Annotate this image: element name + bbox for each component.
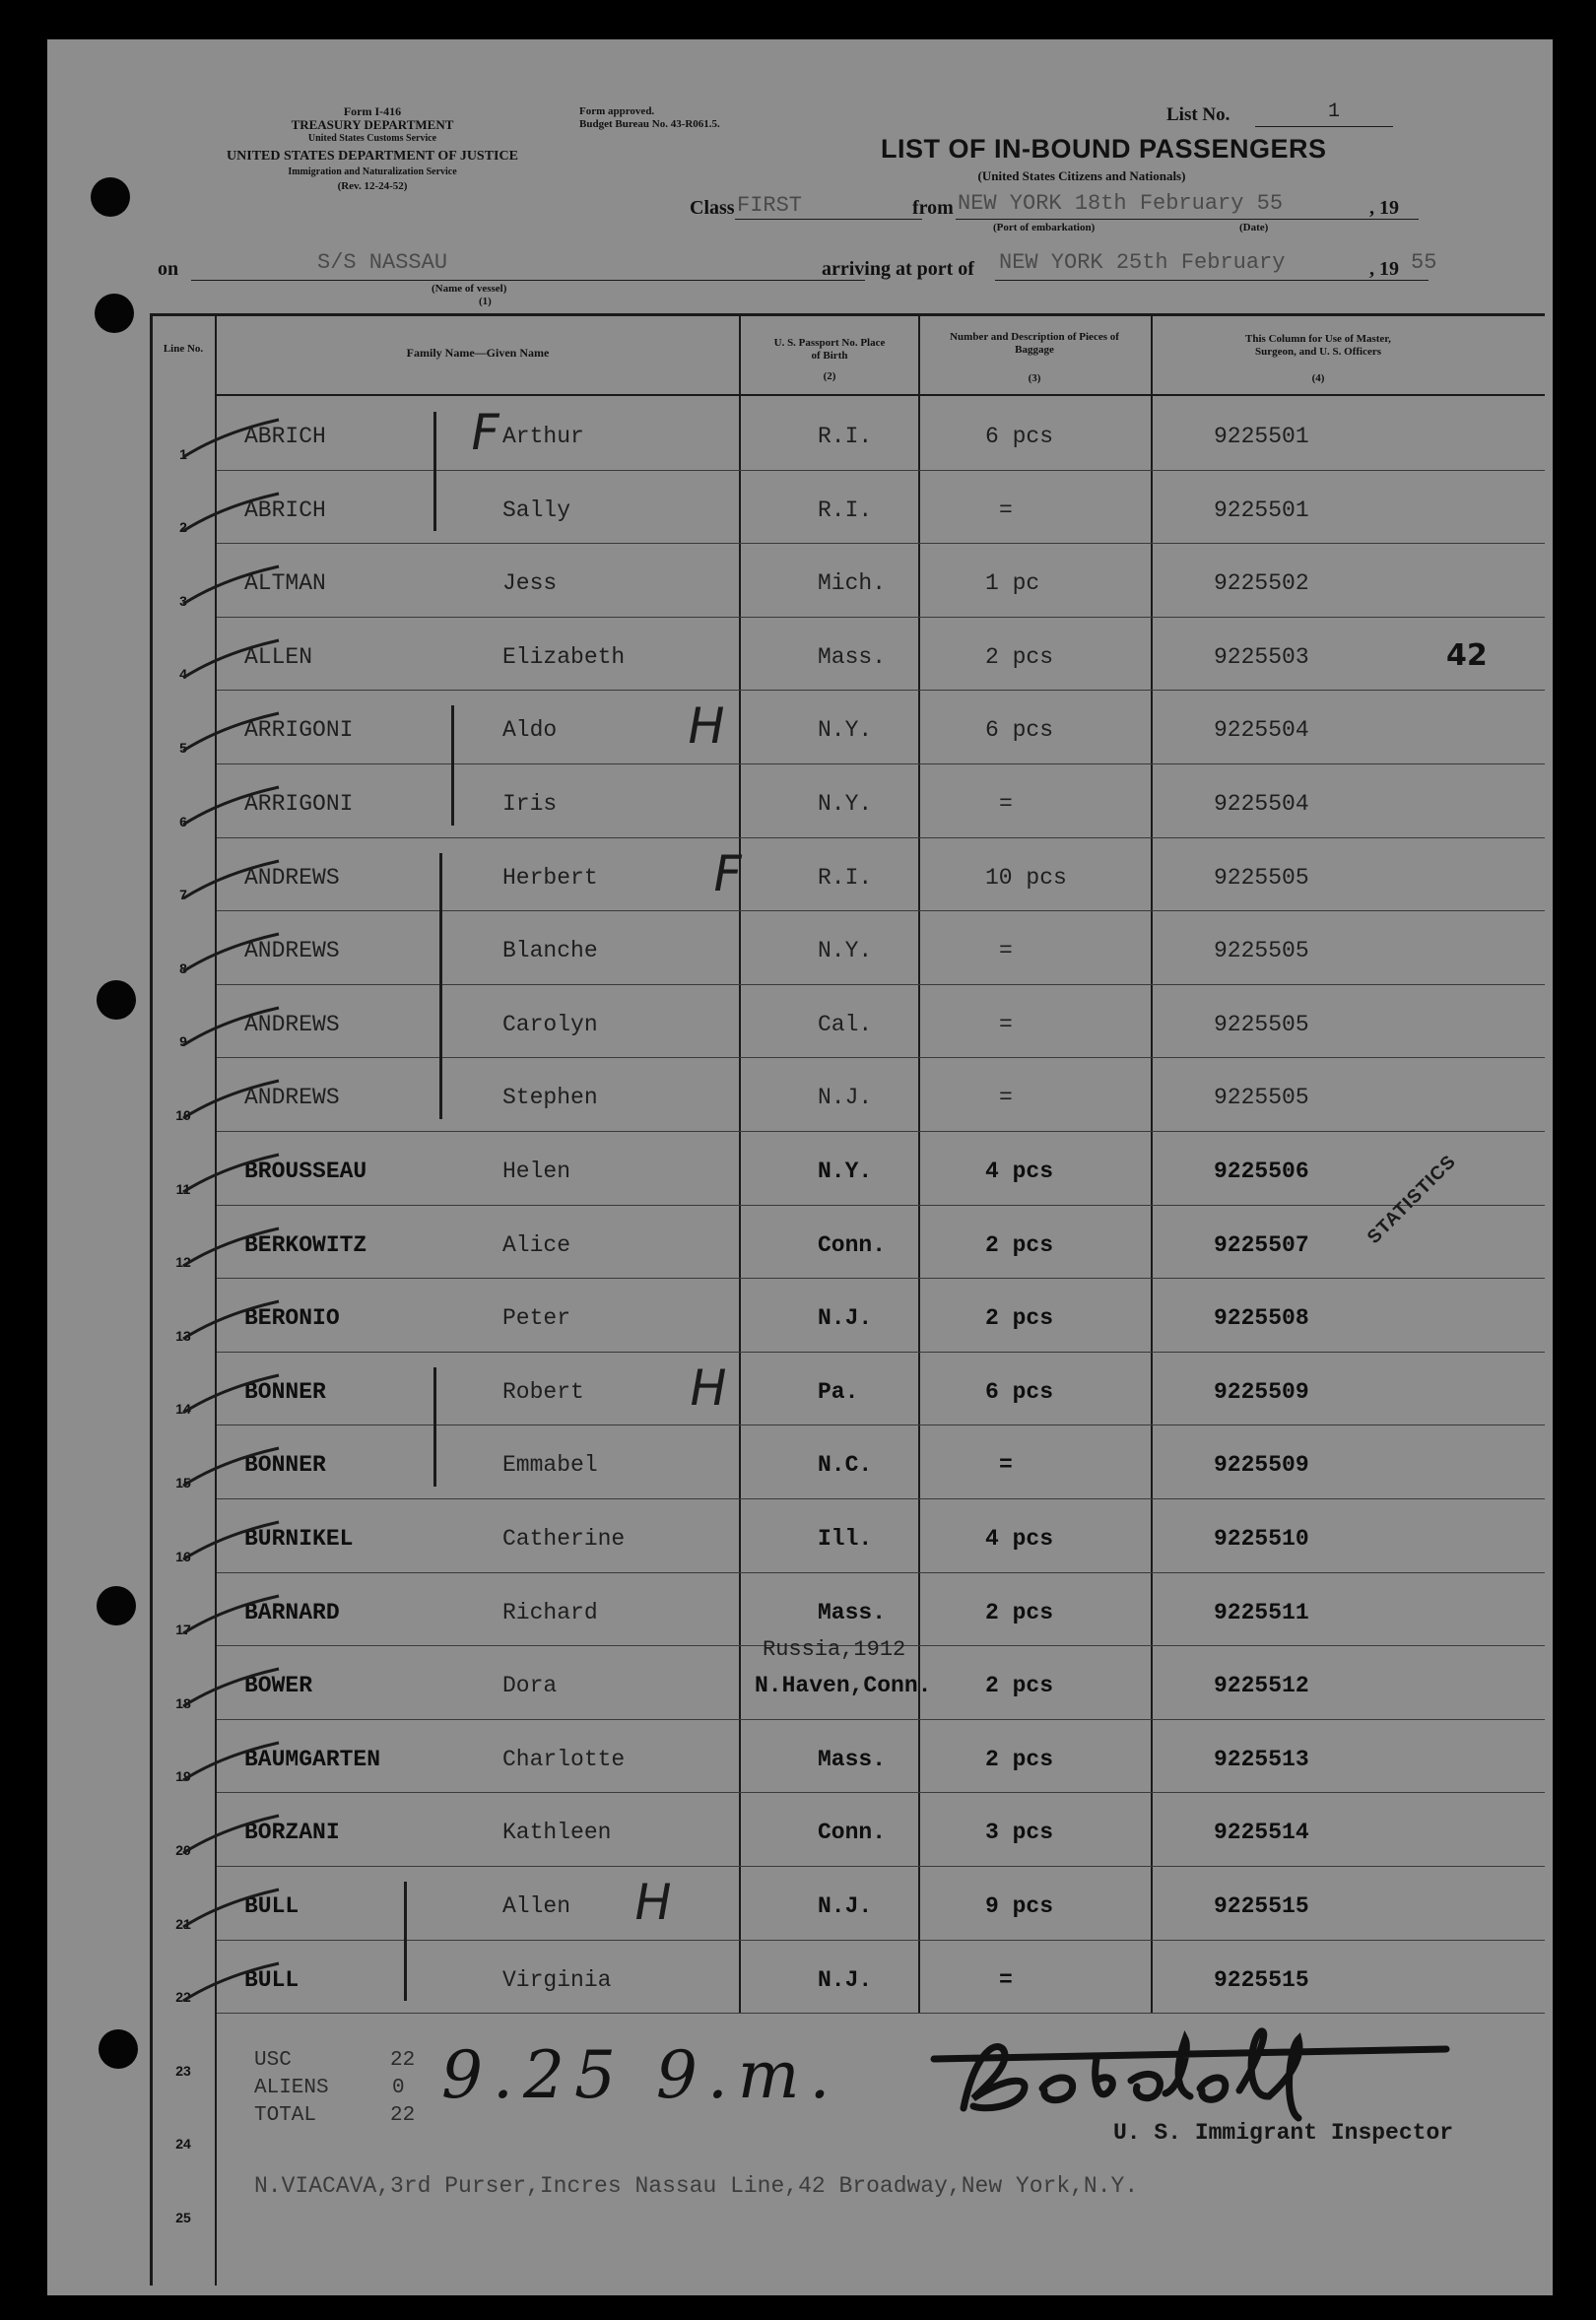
list-no-value: 1 [1328,100,1341,123]
officer-code: 9225512 [1214,1673,1309,1699]
baggage-count: = [999,1452,1013,1479]
year-suffix-1: , 19 [1369,197,1399,219]
line-number: 18 [175,1694,191,1711]
family-name: ANDREWS [244,864,340,891]
officer-code: 9225509 [1214,1378,1309,1405]
given-name: Kathleen [502,1820,612,1846]
usc-value: 22 [390,2049,416,2072]
line-number: 5 [179,740,187,756]
birth-place: Conn. [818,1820,887,1846]
officer-code: 9225513 [1214,1746,1309,1772]
punch-hole [99,2029,138,2069]
family-name: BULL [244,1893,299,1919]
birth-place: Pa. [818,1378,859,1405]
col-header-officers: This Column for Use of Master, Surgeon, and U. S. Officers [1245,333,1391,358]
line-number: 16 [175,1548,191,1564]
date-caption: (Date) [1239,222,1269,233]
punch-hole [97,980,136,1020]
family-name: ALLEN [244,643,313,670]
manifest-sheet [47,39,1553,2295]
baggage-count: = [999,1011,1013,1037]
family-group-bracket [404,1882,407,2001]
line-number: 4 [179,666,187,683]
given-name: Virginia [502,1966,612,1993]
given-name: Richard [502,1599,598,1625]
col-header-baggage-no: (3) [1028,372,1041,384]
year-value-2: 55 [1411,250,1437,275]
birth-place: R.I. [818,497,873,523]
arriving-underline [995,280,1429,281]
row-separator [217,984,1545,985]
from-label: from [912,197,954,219]
given-name: Jess [502,570,558,597]
ins-label: Immigration and Naturalization Service [288,166,457,177]
row-separator [217,1572,1545,1573]
row-separator [217,543,1545,544]
total-value: 22 [390,2104,416,2127]
row-separator [217,2013,1545,2014]
vessel-underline [191,280,865,281]
line-number: 11 [175,1180,191,1197]
line-number: 23 [175,2062,191,2079]
line-number: 14 [175,1401,191,1418]
given-name: Emmabel [502,1452,598,1479]
officer-code: 9225511 [1214,1599,1309,1625]
col-divider-passport [918,313,920,2013]
total-label: TOTAL [254,2104,317,2127]
vessel-value: S/S NASSAU [317,250,448,275]
given-name: Aldo [502,717,558,744]
on-label: on [158,258,179,280]
vessel-caption: (Name of vessel) [432,283,507,295]
col-header-baggage: Number and Description of Pieces of Baggage [950,331,1119,356]
baggage-count: 3 pcs [985,1820,1054,1846]
col-header-line-no: Line No. [163,343,204,355]
given-name: Dora [502,1673,558,1699]
justice-label: UNITED STATES DEPARTMENT OF JUSTICE [227,149,518,164]
line-number: 3 [179,592,187,609]
officer-code: 9225505 [1214,864,1309,891]
form-approved: Form approved. [579,105,655,117]
baggage-count: 1 pc [985,570,1040,597]
handwritten-time: 9.25 9.m. [441,2037,840,2113]
baggage-count: 9 pcs [985,1893,1054,1919]
class-underline [735,219,922,220]
handwritten-mark: F [465,404,504,461]
line-number: 10 [175,1107,191,1123]
baggage-count: = [999,1966,1013,1993]
birth-place: Mass. [818,1599,887,1625]
line-number: 2 [179,519,187,536]
row-separator [217,1057,1545,1058]
handwritten-mark: H [684,1359,732,1417]
given-name: Elizabeth [502,643,626,670]
baggage-count: 2 pcs [985,1231,1054,1258]
officer-code: 9225515 [1214,1893,1309,1919]
officer-code: 9225515 [1214,1966,1309,1993]
given-name: Sally [502,497,571,523]
given-name: Blanche [502,938,598,964]
baggage-count: 10 pcs [985,864,1067,891]
row-separator [217,1940,1545,1941]
row-separator [217,470,1545,471]
baggage-count: 2 pcs [985,1746,1054,1772]
line-number: 1 [179,445,187,462]
row-separator [217,1205,1545,1206]
birth-place: N.J. [818,1305,873,1332]
family-group-bracket [439,853,442,1119]
birth-place: N.Y. [818,717,873,744]
family-name: ARRIGONI [244,717,354,744]
row-separator [217,1278,1545,1279]
row-separator [217,1498,1545,1499]
row-separator [217,1866,1545,1867]
handwritten-mark: F [707,844,747,902]
baggage-count: = [999,497,1013,523]
officer-code: 9225503 [1214,643,1309,670]
baggage-count: = [999,1085,1013,1111]
officer-code: 9225507 [1214,1231,1309,1258]
family-name: ANDREWS [244,1011,340,1037]
given-name: Alice [502,1231,571,1258]
line-number: 12 [175,1254,191,1271]
officer-code: 9225505 [1214,1085,1309,1111]
line-number: 17 [175,1622,191,1638]
line-number: 8 [179,960,187,976]
family-name: BERONIO [244,1305,340,1332]
punch-hole [97,1586,136,1625]
arriving-value: NEW YORK 25th February [999,250,1286,275]
col-header-passport-no: (2) [823,370,836,382]
from-underline [956,219,1419,220]
birth-place: Mass. [818,1746,887,1772]
col-header-officers-no: (4) [1311,372,1325,384]
birth-place: N.C. [818,1452,873,1479]
row-separator [217,1131,1545,1132]
birth-place: N.Y. [818,791,873,817]
line-number: 25 [175,2210,191,2225]
family-name: ABRICH [244,497,326,523]
customs-label: United States Customs Service [307,133,437,144]
family-name: BULL [244,1966,299,1993]
given-name: Carolyn [502,1011,598,1037]
line-number: 19 [175,1768,191,1785]
birth-place: N.J. [818,1893,873,1919]
aliens-label: ALIENS [254,2077,329,2099]
baggage-count: = [999,791,1013,817]
family-name: BARNARD [244,1599,340,1625]
vessel-caption-no: (1) [479,296,492,307]
margin-note: 42 [1446,638,1488,673]
col-divider-baggage [1151,313,1153,2013]
birth-place: Ill. [818,1526,873,1552]
given-name: Robert [502,1378,584,1405]
officer-code: 9225504 [1214,717,1309,744]
table-top-border [150,313,1545,316]
officer-code: 9225504 [1214,791,1309,817]
officer-code: 9225502 [1214,570,1309,597]
birth-place: N.J. [818,1085,873,1111]
year-suffix-2: , 19 [1369,258,1399,280]
line-number: 6 [179,813,187,829]
line-number: 20 [175,1842,191,1858]
treasury-label: TREASURY DEPARTMENT [291,117,454,132]
line-number: 15 [175,1475,191,1491]
line-number: 7 [179,887,187,903]
family-name: ANDREWS [244,1085,340,1111]
family-name: BAUMGARTEN [244,1746,381,1772]
row-separator [217,910,1545,911]
arriving-label: arriving at port of [822,258,974,280]
baggage-count: 2 pcs [985,1599,1054,1625]
baggage-count: 2 pcs [985,643,1054,670]
family-name: ABRICH [244,424,326,449]
purser-line: N.VIACAVA,3rd Purser,Incres Nassau Line,42 Broadway,New York,N.Y. [254,2173,1139,2199]
family-group-bracket [451,705,454,825]
given-name: Catherine [502,1526,626,1552]
baggage-count: 2 pcs [985,1305,1054,1332]
family-name: BURNIKEL [244,1526,354,1552]
given-name: Peter [502,1305,571,1332]
officer-code: 9225501 [1214,497,1309,523]
list-no-underline [1255,126,1393,127]
given-name: Stephen [502,1085,598,1111]
birth-place: N.Y. [818,938,873,964]
baggage-count: 6 pcs [985,424,1054,449]
col-divider-name [739,313,741,2013]
family-name: ANDREWS [244,938,340,964]
birth-place: Conn. [818,1231,887,1258]
given-name: Helen [502,1159,571,1184]
family-group-bracket [433,412,436,531]
baggage-count: 4 pcs [985,1159,1054,1184]
birth-place: N.J. [818,1966,873,1993]
baggage-count: = [999,938,1013,964]
punch-hole [91,177,130,217]
officer-code: 9225510 [1214,1526,1309,1552]
header-bottom-border [217,394,1545,396]
family-group-bracket [433,1367,436,1487]
from-value: NEW YORK 18th February 55 [958,191,1284,216]
baggage-count: 6 pcs [985,1378,1054,1405]
class-label: Class [690,197,735,219]
officer-code: 9225501 [1214,424,1309,449]
class-value: FIRST [737,193,803,218]
birth-place: Cal. [818,1011,873,1037]
row-separator [217,763,1545,764]
col-header-name: Family Name—Given Name [406,346,550,360]
officer-code: 9225508 [1214,1305,1309,1332]
given-name: Iris [502,791,558,817]
port-embark-caption: (Port of embarkation) [993,222,1096,233]
line-number: 13 [175,1327,191,1344]
handwritten-mark: H [629,1874,677,1931]
usc-label: USC [254,2049,292,2072]
family-name: BORZANI [244,1820,340,1846]
birth-place: R.I. [818,864,873,891]
officer-code: 9225505 [1214,1011,1309,1037]
col-header-passport: U. S. Passport No. Place of Birth [773,337,886,362]
col-divider-line-no [215,313,217,2286]
row-separator [217,690,1545,691]
officer-code: 9225506 [1214,1159,1309,1184]
birth-place: N.Y. [818,1159,873,1184]
rev-label: (Rev. 12-24-52) [337,180,408,192]
family-name: ALTMAN [244,570,326,597]
family-name: BONNER [244,1452,326,1479]
birth-place: R.I. [818,424,873,449]
line-number: 22 [175,1989,191,2006]
row-separator [217,1352,1545,1353]
baggage-count: 4 pcs [985,1526,1054,1552]
row18-birth-extra: Russia,1912 [763,1637,906,1662]
officer-code: 9225514 [1214,1820,1309,1846]
statistics-stamp: STATISTICS [1363,1151,1461,1248]
given-name: Herbert [502,864,598,891]
birth-place: N.Haven,Conn. [755,1673,932,1699]
given-name: Allen [502,1893,571,1919]
inspector-signature [914,2020,1466,2128]
family-name: BERKOWITZ [244,1231,367,1258]
aliens-value: 0 [392,2077,405,2099]
family-name: ARRIGONI [244,791,354,817]
birth-place: Mich. [818,570,887,597]
budget-bureau: Budget Bureau No. 43-R061.5. [579,118,720,130]
family-name: BOWER [244,1673,313,1699]
officer-code: 9225505 [1214,938,1309,964]
handwritten-mark: H [682,697,730,756]
given-name: Arthur [502,424,584,449]
family-name: BROUSSEAU [244,1159,367,1184]
inspector-title: U. S. Immigrant Inspector [1113,2120,1454,2146]
row-separator [217,1719,1545,1720]
punch-hole [95,294,134,333]
page-title: LIST OF IN-BOUND PASSENGERS [881,134,1327,164]
table-left-border [150,313,153,2286]
given-name: Charlotte [502,1746,626,1772]
page-subtitle: (United States Citizens and Nationals) [977,168,1186,183]
row-separator [217,617,1545,618]
row-separator [217,837,1545,838]
family-name: BONNER [244,1378,326,1405]
row-separator [217,1792,1545,1793]
officer-code: 9225509 [1214,1452,1309,1479]
birth-place: Mass. [818,643,887,670]
list-no-label: List No. [1166,104,1230,125]
line-number: 9 [179,1033,187,1050]
baggage-count: 6 pcs [985,717,1054,744]
line-number: 21 [175,1915,191,1932]
line-number: 24 [175,2136,191,2153]
form-number: Form I-416 [343,104,402,118]
baggage-count: 2 pcs [985,1673,1054,1699]
